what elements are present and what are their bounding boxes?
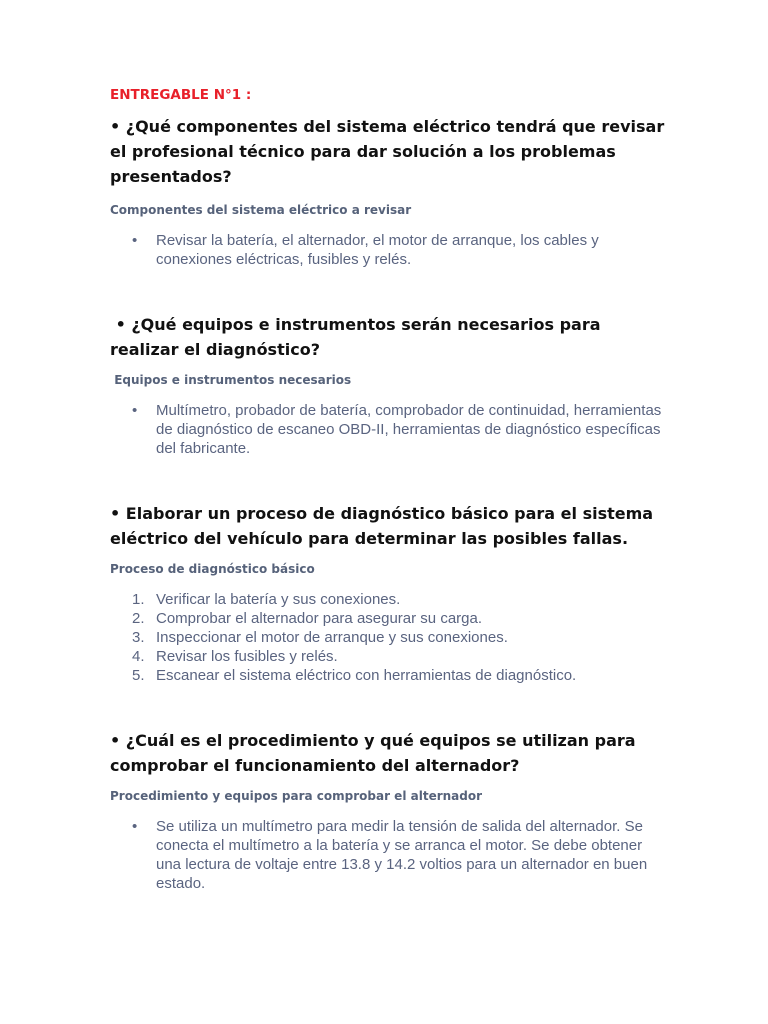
list-item-text: Revisar los fusibles y relés. (156, 648, 338, 665)
section-subheading: Equipos e instrumentos necesarios (110, 373, 352, 387)
list-number: 4. (132, 648, 145, 665)
list-item (110, 609, 670, 628)
question-heading: • ¿Cuál es el procedimiento y qué equipos se utilizan para comprobar el funcionamiento del alternador? (110, 731, 636, 775)
document-page (110, 86, 670, 893)
section-diagnostic-process (110, 501, 670, 685)
list-item-text: Multímetro, probador de batería, comprobador de continuidad, herramientas de diagnóstico de escaneo OBD-II, herramientas de diagnóstico específicas del fabricante. (156, 402, 662, 457)
list-item-text: Escanear el sistema eléctrico con herramientas de diagnóstico. (156, 667, 577, 684)
section-components (110, 114, 670, 269)
list-item (110, 401, 670, 458)
bullet-list (110, 817, 670, 893)
bullet-marker: • (132, 818, 138, 835)
list-item (110, 647, 670, 666)
list-number: 2. (132, 610, 145, 627)
section-equipment (110, 312, 670, 458)
list-item-text: Se utiliza un multímetro para medir la tensión de salida del alternador. Se conecta el multímetro a la batería y se arranca el motor. Se debe obtener una lectura de voltaje entre 13.8 y 14.2 voltios para un alternador en buen estado. (156, 818, 648, 892)
list-item-text: Comprobar el alternador para asegurar su carga. (156, 610, 483, 627)
section-subheading: Proceso de diagnóstico básico (110, 562, 315, 576)
document-title: ENTREGABLE N°1 : (110, 87, 252, 103)
section-alternator-procedure (110, 728, 670, 893)
list-item (110, 666, 670, 685)
list-item (110, 817, 670, 893)
list-item-text: Verificar la batería y sus conexiones. (156, 591, 401, 608)
list-item (110, 231, 670, 269)
bullet-marker: • (132, 402, 138, 419)
list-number: 3. (132, 629, 145, 646)
bullet-list (110, 401, 670, 458)
list-number: 1. (132, 591, 145, 608)
question-heading: • ¿Qué equipos e instrumentos serán necesarios para realizar el diagnóstico? (110, 315, 607, 359)
list-item-text: Inspeccionar el motor de arranque y sus conexiones. (156, 629, 508, 646)
bullet-list (110, 231, 670, 269)
list-number: 5. (132, 667, 145, 684)
question-heading: • ¿Qué componentes del sistema eléctrico tendrá que revisar el profesional técnico para dar solución a los problemas presentados? (110, 117, 665, 186)
list-item (110, 628, 670, 647)
list-item (110, 590, 670, 609)
bullet-marker: • (132, 232, 138, 249)
numbered-list (110, 590, 670, 685)
list-item-text: Revisar la batería, el alternador, el motor de arranque, los cables y conexiones eléctricas, fusibles y relés. (156, 232, 599, 268)
question-heading: • Elaborar un proceso de diagnóstico básico para el sistema eléctrico del vehículo para determinar las posibles fallas. (110, 504, 654, 548)
section-subheading: Procedimiento y equipos para comprobar el alternador (110, 789, 483, 803)
section-subheading: Componentes del sistema eléctrico a revisar (110, 203, 412, 217)
